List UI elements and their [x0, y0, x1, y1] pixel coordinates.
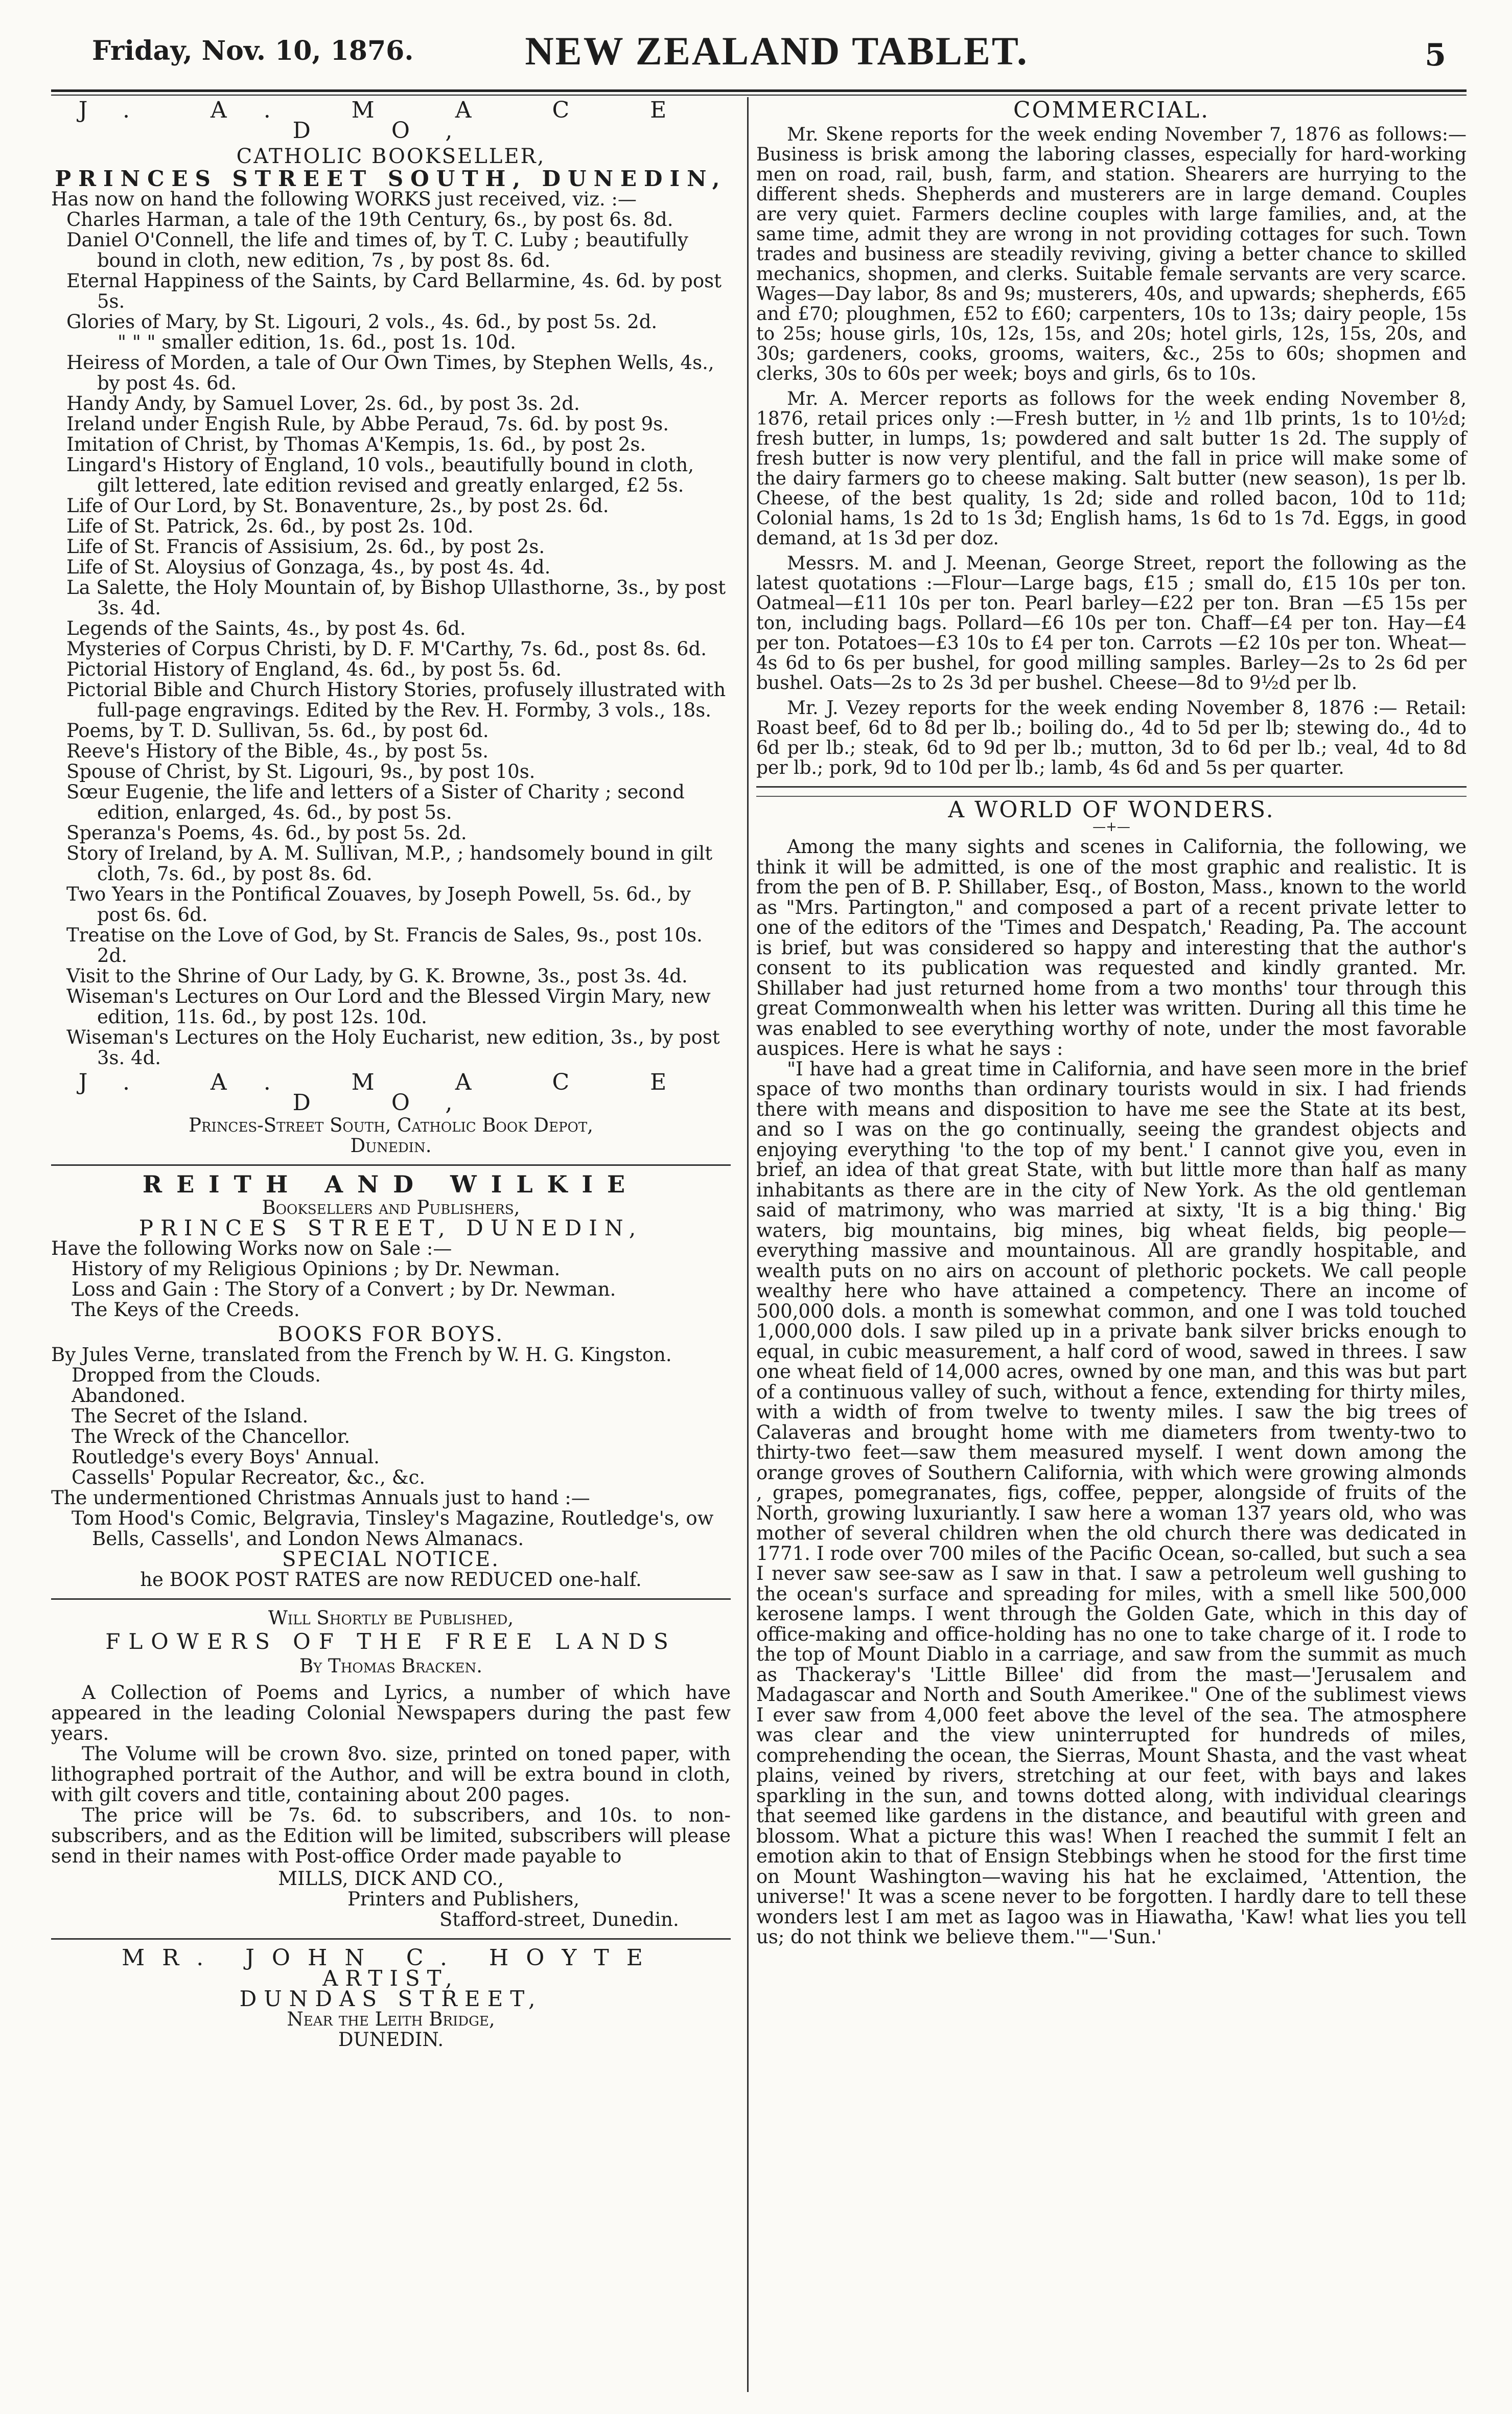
- book-item: Eternal Happiness of the Saints, by Card Bellarmine, 4s. 6d. by post 5s.: [66, 270, 722, 312]
- macedo-book-list: [51, 210, 731, 1068]
- column-divider: [747, 97, 749, 2392]
- hoyte-heading: MR. JOHN C. HOYTE: [122, 1945, 660, 1971]
- commercial-paragraph: Mr. A. Mercer reports as follows for the week ending November 8, 1876, retail prices only :—Fresh butter, in ½ and 1lb prints, 1s to 10½d; fresh butter, in lumps, 1s; powdered and salt butter 1s 2d. The supply of fresh butter is now very plentiful, and the fall in price will make some of the dairy farmers go to cheese making. Salt butter (new season), 1s per lb. Cheese, of the best quality, 1s 2d; side and rolled bacon, 10d to 11d; Colonial hams, 1s 2d to 1s 3d; English hams, 1s 6d to 1s 7d. Eggs, in good demand, at 1s 3d per doz.: [756, 388, 1467, 549]
- reith-intro: Have the following Works now on Sale :—: [51, 1237, 452, 1259]
- boys-item: The Wreck of the Chancellor.: [72, 1426, 351, 1447]
- work-item: History of my Religious Opinions ; by Dr. Newman.: [72, 1258, 561, 1280]
- hoyte-near: Near the Leith Bridge,: [287, 2008, 495, 2030]
- macedo-advert: [51, 97, 731, 1157]
- book-item: Handy Andy, by Samuel Lover, 2s. 6d., by post 3s. 2d.: [66, 393, 580, 415]
- commercial-paragraph: Mr. J. Vezey reports for the week ending November 8, 1876 :— Retail: Roast beef, 6d to 8d per lb.; boiling do., 4d to 5d per lb; stewing do., 4d to 6d per lb.; steak, 6d to 9d per lb.; mutton, 3d to 6d per lb.; veal, 4d to 8d per lb.; pork, 9d to 10d per lb.; lamb, 4s 6d and 5s per quarter.: [756, 698, 1467, 778]
- book-item: Daniel O'Connell, the life and times of, by T. C. Luby ; beautifully bound in cloth, new edition, 7s , by post 8s. 6d.: [66, 229, 688, 271]
- hoyte-city: DUNEDIN.: [338, 2029, 444, 2051]
- ornament-divider: —+—: [1092, 819, 1130, 835]
- book-item: Legends of the Saints, 4s., by post 4s. 6d.: [66, 617, 466, 639]
- flowers-paragraph: The price will be 7s. 6d. to subscribers, and 10s. to non-subscribers, and as the Edition will be limited, subscribers will please send in their names with Post-office Order made payable to: [51, 1804, 731, 1867]
- book-item: Lingard's History of England, 10 vols., beautifully bound in cloth, gilt lettered, late edition revised and greatly enlarged, £2 5s.: [66, 454, 694, 496]
- book-item: Treatise on the Love of God, by St. Francis de Sales, 9s., post 10s. 2d.: [66, 924, 703, 967]
- reith-address: PRINCES STREET, DUNEDIN,: [138, 1215, 643, 1240]
- book-item: La Salette, the Holy Mountain of, by Bishop Ullasthorne, 3s., by post 3s. 4d.: [66, 577, 726, 619]
- boys-item: Abandoned.: [72, 1385, 186, 1407]
- commercial-paragraph: Mr. Skene reports for the week ending November 7, 1876 as follows:— Business is brisk among the laboring classes, especially for hard-working men on road, rail, bush, farm, and station. Shearers are hurrying to the different sheds. Shepherds and musterers are in large demand. Couples are very quiet. Farmers decline couples with large families, and, at the same time, admit they are wrong in not providing cottages for such. Town trades and business are steadily reviving, giving a better chance to skilled mechanics, shopmen, and clerks. Suitable female servants are very scarce. Wages—Day labor, 8s and 9s; musterers, 40s, and upwards; shepherds, £65 and £70; ploughmen, £52 to £60; carpenters, 10s to 13s; dairy people, 15s to 25s; house girls, 10s, 12s, 15s, and 20s; hotel girls, 12s, 15s, 20s, and 30s; gardeners, cooks, grooms, waiters, &c., 25s to 60s; shopmen and clerks, 30s to 60s per week; boys and girls, 6s to 10s.: [756, 124, 1467, 384]
- hoyte-street: DUNDAS STREET,: [239, 1986, 543, 2011]
- annuals-text: Tom Hood's Comic, Belgravia, Tinsley's Magazine, Routledge's, ow Bells, Cassells', and London News Almanacs.: [72, 1507, 714, 1550]
- book-item: Mysteries of Corpus Christi, by D. F. M'Carthy, 7s. 6d., post 8s. 6d.: [66, 638, 707, 660]
- boys-item: The Secret of the Island.: [72, 1405, 309, 1427]
- flowers-pre: Will Shortly be Published,: [268, 1607, 514, 1629]
- book-item: Two Years in the Pontifical Zouaves, by Joseph Powell, 5s. 6d., by post 6s. 6d.: [66, 883, 691, 926]
- boys-intro: By Jules Verne, translated from the French by W. H. G. Kingston.: [51, 1344, 672, 1366]
- book-item: " " " smaller edition, 1s. 6d., post 1s. 10d.: [118, 331, 516, 353]
- book-item: Glories of Mary, by St. Ligouri, 2 vols., 4s. 6d., by post 5s. 2d.: [66, 311, 658, 333]
- book-item: Visit to the Shrine of Our Lady, by G. K. Browne, 3s., post 3s. 4d.: [66, 965, 688, 987]
- macedo-footer-name: J. A. M A C E D O,: [78, 1069, 704, 1116]
- boys-item: Routledge's every Boys' Annual.: [72, 1446, 380, 1468]
- issue-date: Friday, Nov. 10, 1876.: [92, 35, 414, 66]
- commercial-heading: COMMERCIAL.: [1013, 97, 1210, 123]
- flowers-paragraph: The Volume will be crown 8vo. size, printed on toned paper, with lithographed portrait of the Author, and will be extra bound in cloth, with gilt covers and title, containing about 200 pages.: [51, 1743, 731, 1806]
- boys-list: [51, 1365, 731, 1488]
- header-rule-thin: [51, 95, 1467, 96]
- book-item: Pictorial History of England, 4s. 6d., by post 5s. 6d.: [66, 658, 562, 680]
- book-item: Life of St. Aloysius of Gonzaga, 4s., by post 4s. 4d.: [66, 556, 551, 578]
- wonders-heading: A WORLD OF WONDERS.: [948, 797, 1275, 823]
- divider: [756, 786, 1467, 788]
- flowers-heading: FLOWERS OF THE FREE LANDS: [105, 1629, 677, 1654]
- page-number: 5: [1425, 37, 1446, 73]
- annuals-list: [51, 1508, 731, 1549]
- wonders-paragraph: Among the many sights and scenes in California, the following, we think it will be admitted, is one of the most graphic and realistic. It is from the pen of B. P. Shillaber, Esq., of Boston, Mass., known to the world as "Mrs. Partington," and composed a part of a recent private letter to one of the editors of the 'Times and Despatch,' Reading, Pa. The account is brief, but was considered so happy and interesting that the author's consent to its publication was requested and kindly granted. Mr. Shillaber had just returned home from a two months' tour through this great Commonwealth when his letter was written. During all this time he was enabled to see everything worthy of note, under the most favorable auspices. Here is what he says :: [756, 836, 1467, 1060]
- work-item: The Keys of the Creeds.: [72, 1299, 300, 1321]
- macedo-heading: J. A. M A C E D O,: [78, 97, 704, 144]
- book-item: Charles Harman, a tale of the 19th Century, 6s., by post 6s. 8d.: [66, 209, 673, 231]
- boys-item: Cassells' Popular Recreator, &c., &c.: [72, 1466, 426, 1488]
- book-item: Wiseman's Lectures on Our Lord and the Blessed Virgin Mary, new edition, 11s. 6d., by post 12s. 10d.: [66, 985, 711, 1028]
- book-item: Life of St. Patrick, 2s. 6d., by post 2s. 10d.: [66, 515, 474, 537]
- commercial-paragraph: Messrs. M. and J. Meenan, George Street, report the following as the latest quotations :—Flour—Large bags, £15 ; small do, £15 10s per ton. Oatmeal—£11 10s per ton. Pearl barley—£22 per ton. Bran —£5 15s per ton, including bags. Pollard—£6 10s per ton. Chaff—£4 per ton. Hay—£4 per ton. Potatoes—£3 10s to £4 per ton. Carrots —£2 10s per ton. Wheat—4s 6d to 6s per bushel, for good milling samples. Barley—2s to 2s 6d per bushel. Oats—2s to 2s 3d per bushel. Cheese—8d to 9½d per lb.: [756, 553, 1467, 694]
- reith-subtitle: Booksellers and Publishers,: [262, 1197, 520, 1219]
- book-item: Life of Our Lord, by St. Bonaventure, 2s., by post 2s. 6d.: [66, 495, 609, 517]
- book-item: Spouse of Christ, by St. Ligouri, 9s., by post 10s.: [66, 761, 536, 783]
- wonders-paragraph: "I have had a great time in California, and have seen more in the brief space of two months than ordinary tourists would in six. I had friends there with means and disposition to have me see the State at its best, and so I was on the go continually, seeing the grandest objects and enjoying everything 'to the top of my bent.' I cannot give you, even in brief, an idea of that great State, with but little more than half as many inhabitants as there are in the city of New York. As the old gentleman said of matrimony, who was married at sixty, 'It is a big thing.' Big waters, big mountains, big mines, big wheat fields, big people—everything massive and mountainous. All are grandly hospitable, and wealth puts on no airs on account of plethoric pockets. We call people wealthy here who have attained a competency. There an income of 500,000 dols. a month is somewhat common, and one I was told touched 1,000,000 dols. I saw piled up in a private bank silver bricks enough to equal, in cubic measurement, a half cord of wood, sawed in threes. I saw one wheat field of 14,000 acres, owned by one man, and this was but part of a continuous valley of such, without a fence, extending for thirty miles, with a width of from twelve to twenty miles. I saw the big trees of Calaveras and brought home with me diameters from twenty-two to thirty-two feet—saw them measured myself. I went down among the orange groves of Southern California, with which were growing almonds , grapes, pomegranates, figs, coffee, pepper, alongside of fruits of the North, growing luxuriantly. I saw here a woman 137 years old, who was mother of several children when the old church there was dedicated in 1771. I rode over 700 miles of the Pacific Ocean, so-called, but such a sea I never saw see-saw as I saw in that. I saw a petroleum well gushing to the ocean's surface and spreading for miles, with a smell like 500,000 kerosene lamps. I went through the Golden Gate, which in this day of office-making and office-holding has no one to take charge of it. I rode to the top of Mount Diablo in a carriage, and saw from the summit as much as Thackeray's 'Little Billee' did from the mast—'Jerusalem and Madagascar and North and South Amerikee." One of the sublimest views I ever saw from 4,000 feet above the level of the sea. The atmosphere was clear and the view uninterrupted for hundreds of miles, comprehending the ocean, the Sierras, Mount Shasta, and the vast wheat plains, veined by rivers, stretching at our feet, with bays and lakes sparkling in the sun, and towns dotted along, with individual clearings that seemed like gardens in the distance, and beautiful with green and blossom. What a picture this was! When I reached the summit I felt an emotion akin to that of Ensign Stebbings when he stood for the first time on Mount Washington—waving his hat he exclaimed, 'Attention, the universe!' It was a scene never to be forgotten. I hardly dare to tell these wonders lest I am met as Iagoo was in Hiawatha, 'Kaw! what lies you tell us; do not think we believe them.'"—'Sun.': [756, 1057, 1467, 1948]
- book-item: Life of St. Francis of Assisium, 2s. 6d., by post 2s.: [66, 536, 545, 558]
- divider: [51, 1938, 731, 1940]
- reith-works: [51, 1259, 731, 1320]
- book-item: Wiseman's Lectures on the Holy Eucharist, new edition, 3s., by post 3s. 4d.: [66, 1026, 720, 1069]
- book-item: Heiress of Morden, a tale of Our Own Times, by Stephen Wells, 4s., by post 4s. 6d.: [66, 352, 714, 394]
- macedo-footer-line: Princes-Street South, Catholic Book Depot,: [189, 1114, 593, 1136]
- hoyte-artist: ARTIST,: [322, 1966, 459, 1991]
- book-item: Ireland under Engish Rule, by Abbe Peraud, 7s. 6d. by post 9s.: [66, 413, 669, 435]
- divider: [51, 1164, 731, 1166]
- book-item: Speranza's Poems, 4s. 6d., by post 5s. 2d.: [66, 822, 467, 844]
- book-item: Pictorial Bible and Church History Stories, profusely illustrated with full-page engravings. Edited by the Rev. H. Formby, 3 vols., 18s.: [66, 679, 726, 721]
- boys-heading: BOOKS FOR BOYS.: [277, 1323, 504, 1346]
- macedo-subtitle: CATHOLIC BOOKSELLER,: [236, 145, 546, 168]
- book-item: Sœur Eugenie, the life and letters of a Sister of Charity ; second edition, enlarged, 4s. 6d., by post 5s.: [66, 781, 685, 823]
- wonders-body: [756, 837, 1467, 1947]
- macedo-address: PRINCES STREET SOUTH, DUNEDIN,: [55, 166, 727, 191]
- masthead-title: NEW ZEALAND TABLET.: [525, 29, 1029, 73]
- notice-heading: SPECIAL NOTICE.: [282, 1548, 500, 1571]
- work-item: Loss and Gain : The Story of a Convert ; by Dr. Newman.: [72, 1278, 616, 1300]
- book-item: Poems, by T. D. Sullivan, 5s. 6d., by post 6d.: [66, 720, 489, 742]
- boys-item: Dropped from the Clouds.: [72, 1364, 321, 1386]
- page-header: [92, 28, 1461, 89]
- macedo-intro: Has now on hand the following WORKS just received, viz. :—: [51, 188, 637, 210]
- payee-address: Stafford-street, Dunedin.: [439, 1909, 679, 1930]
- flowers-author: By Thomas Bracken.: [299, 1655, 483, 1677]
- commercial-body: [756, 125, 1467, 778]
- payee-name: MILLS, DICK AND CO.,: [278, 1868, 504, 1890]
- annuals-intro: The undermentioned Christmas Annuals just to hand :—: [51, 1487, 590, 1509]
- divider: [51, 1598, 731, 1600]
- payee-line: Printers and Publishers,: [347, 1888, 580, 1910]
- flowers-advert: [51, 1608, 731, 1930]
- hoyte-advert: [51, 1945, 731, 2051]
- header-rule: [51, 89, 1467, 92]
- flowers-body: [51, 1683, 731, 1867]
- right-column: [756, 97, 1467, 1947]
- notice-text: he BOOK POST RATES are now REDUCED one-half.: [140, 1569, 642, 1591]
- reith-advert: [51, 1170, 731, 1591]
- reith-heading: REITH AND WILKIE: [142, 1170, 640, 1198]
- left-column: [51, 97, 731, 2050]
- book-item: Story of Ireland, by A. M. Sullivan, M.P., ; handsomely bound in gilt cloth, 7s. 6d., by post 8s. 6d.: [66, 842, 713, 885]
- flowers-paragraph: A Collection of Poems and Lyrics, a number of which have appeared in the leading Colonial Newspapers during the past few years.: [51, 1682, 731, 1744]
- book-item: Reeve's History of the Bible, 4s., by post 5s.: [66, 740, 489, 762]
- book-item: Imitation of Christ, by Thomas A'Kempis, 1s. 6d., by post 2s.: [66, 433, 646, 455]
- macedo-footer-city: Dunedin.: [350, 1135, 432, 1157]
